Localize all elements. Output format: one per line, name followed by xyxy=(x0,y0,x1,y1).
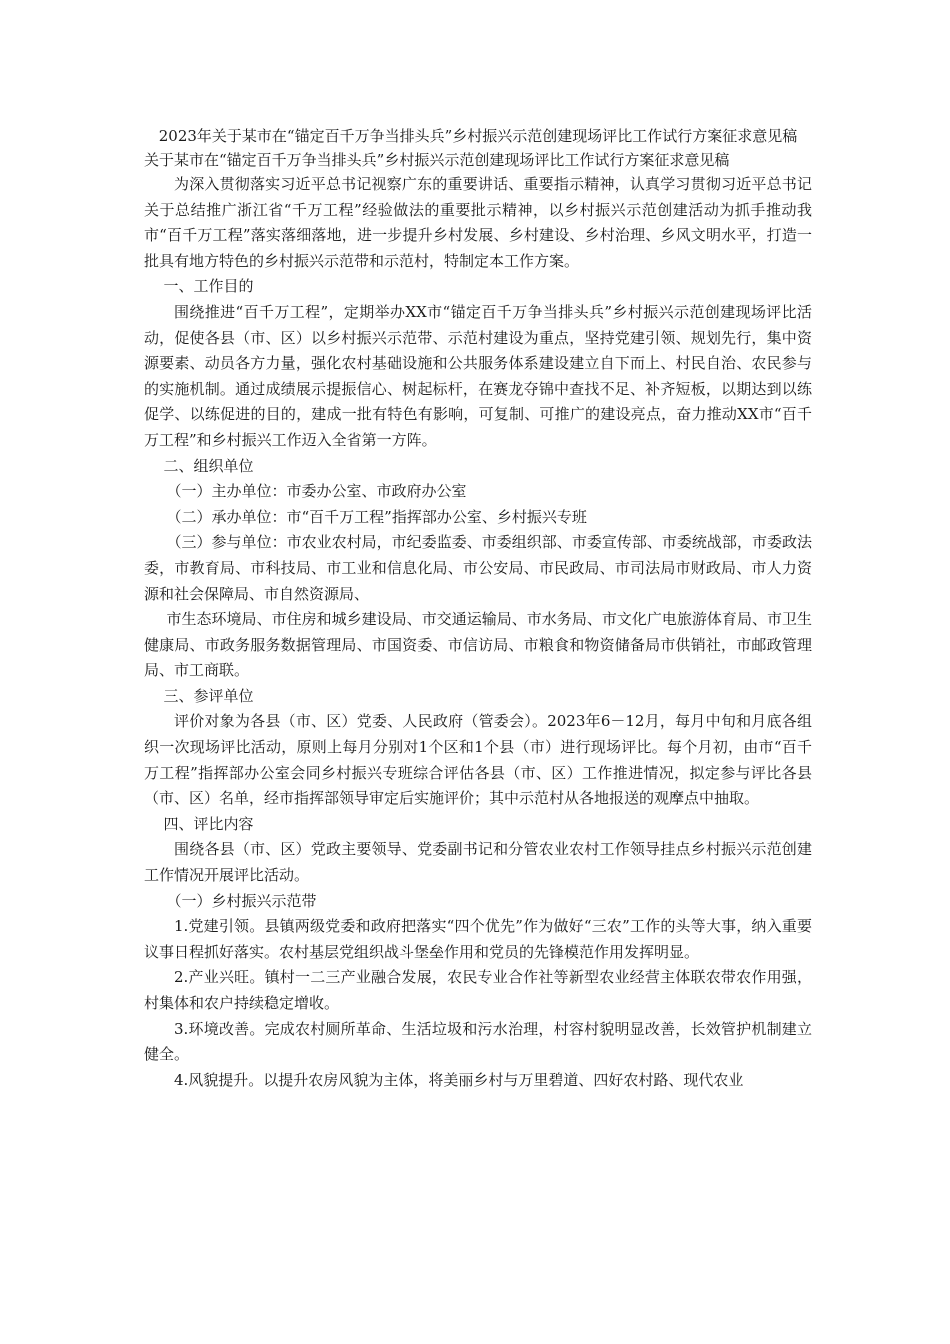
participant-units-a: （三）参与单位：市农业农村局，市纪委监委、市委组织部、市委宣传部、市委统战部，市委政法委，市教育局、市科技局、市工业和信息化局、市公安局、市民政局、市司法局市财政局、市人力资源和社会保障局、市自然资源局、 xyxy=(144,533,812,603)
subsection-heading-demo-belt: （一）乡村振兴示范带 xyxy=(166,891,317,910)
organizer-unit: （二）承办单位：市“百千万工程”指挥部办公室、乡村振兴专班 xyxy=(166,507,587,526)
section-heading-content: 四、评比内容 xyxy=(163,814,254,833)
host-unit: （一）主办单位：市委办公室、市政府办公室 xyxy=(166,482,467,501)
document-subtitle: 关于某市在“锚定百千万争当排头兵”乡村振兴示范创建现场评比工作试行方案征求意见稿 xyxy=(144,151,730,169)
participant-units-b: 市生态环境局、市住房和城乡建设局、市交通运输局、市水务局、市文化广电旅游体育局、市卫生健康局、市政务服务数据管理局、市国资委、市信访局、市粮食和物资储备局市供销社，市邮政管理局、市工商联。 xyxy=(144,610,812,680)
list-item: 4.风貌提升。以提升农房风貌为主体，将美丽乡村与万里碧道、四好农村路、现代农业 xyxy=(174,1070,744,1089)
document-title: 2023年关于某市在“锚定百千万争当排头兵”乡村振兴示范创建现场评比工作试行方案征求意见稿 xyxy=(158,127,798,145)
list-item: 3.环境改善。完成农村厕所革命、生活垃圾和污水治理，村容村貌明显改善，长效管护机制建立健全。 xyxy=(144,1019,812,1064)
section-heading-purpose: 一、工作目的 xyxy=(163,277,254,296)
list-item: 2.产业兴旺。镇村一二三产业融合发展，农民专业合作社等新型农业经营主体联农带农作用强，村集体和农户持续稳定增收。 xyxy=(144,968,812,1012)
document-page xyxy=(144,124,812,1093)
intro-paragraph: 为深入贯彻落实习近平总书记视察广东的重要讲话、重要指示精神，认真学习贯彻习近平总书记关于总结推广浙江省“千万工程”经验做法的重要批示精神，以乡村振兴示范创建活动为抓手推动我市“百千万工程”落实落细落地，进一步提升乡村发展、乡村建设、乡村治理、乡风文明水平，打造一批具有地方特色的乡村振兴示范带和示范村，特制定本工作方案。 xyxy=(144,175,812,270)
section-body-content: 围绕各县（市、区）党政主要领导、党委副书记和分管农业农村工作领导挂点乡村振兴示范创建工作情况开展评比活动。 xyxy=(144,840,812,885)
section-heading-organization: 二、组织单位 xyxy=(163,456,254,475)
section-body-participants: 评价对象为各县（市、区）党委、人民政府（管委会）。2023年6－12月，每月中旬和月底各组织一次现场评比活动，原则上每月分别对1个区和1个县（市）进行现场评比。每个月初，由市“百千万工程”指挥部办公室会同乡村振兴专班综合评估各县（市、区）工作推进情况，拟定参与评比各县（市、区）名单，经市指挥部领导审定后实施评价；其中示范村从各地报送的观摩点中抽取。 xyxy=(144,712,812,808)
section-body-purpose: 围绕推进“百千万工程”，定期举办XX市“锚定百千万争当排头兵”乡村振兴示范创建现场评比活动，促使各县（市、区）以乡村振兴示范带、示范村建设为重点，坚持党建引领、规划先行，集中资源要素、动员各方力量，强化农村基础设施和公共服务体系建设建立自下而上、村民自治、农民参与的实施机制。通过成绩展示提振信心、树起标杆，在赛龙夺锦中查找不足、补齐短板，以期达到以练促学、以练促进的目的，建成一批有特色有影响，可复制、可推广的建设亮点，奋力推动XX市“百千万工程”和乡村振兴工作迈入全省第一方阵。 xyxy=(144,302,812,449)
list-item: 1.党建引领。县镇两级党委和政府把落实“四个优先”作为做好“三农”工作的头等大事，纳入重要议事日程抓好落实。农村基层党组织战斗堡垒作用和党员的先锋模范作用发挥明显。 xyxy=(144,917,812,961)
section-heading-participants: 三、参评单位 xyxy=(163,686,254,705)
